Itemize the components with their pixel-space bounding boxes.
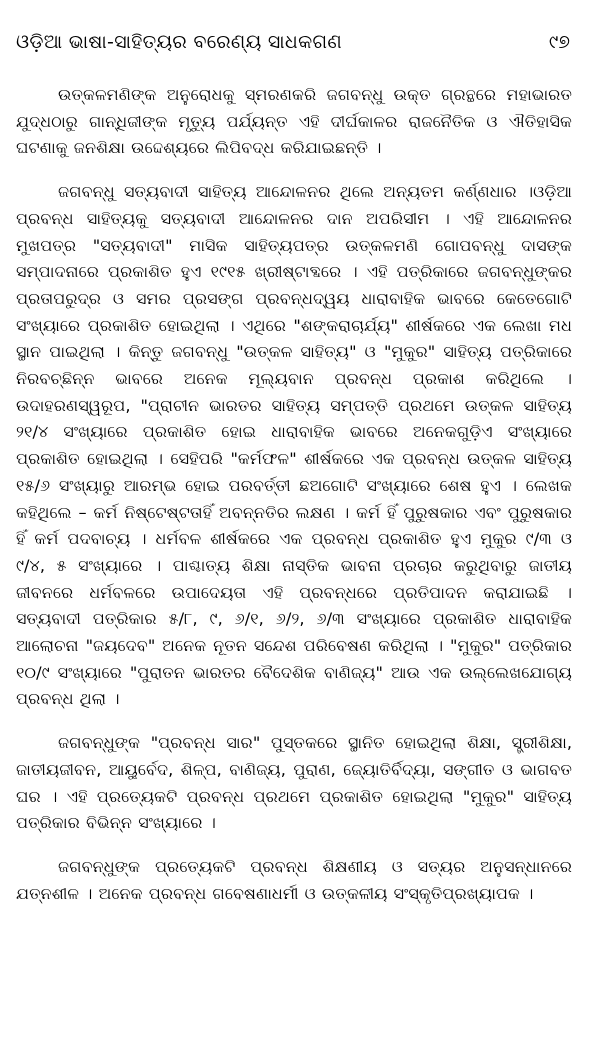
page-number: ୯୭ <box>548 31 570 53</box>
paragraph-1: ଉତ୍କଳମଣିଙ୍କ ଅନୁରୋଧକୁ ସ୍ମରଣକରି ଜଗବନ୍ଧୁ ଉକ୍ତ ଗ୍ରନ୍ଥରେ ମହାଭାରତ ଯୁଦ୍ଧଠାରୁ ଗାନ୍ଧିଜୀଙ୍କ ମୃତ୍ୟୁ ପର୍ଯ୍ୟନ୍ତ ଏହି ଦୀର୍ଘକାଳର ରାଜନୈତିକ ଓ ଐତିହାସିକ ଘଟଣାକୁ ଜନଶିକ୍ଷା ଉଦ୍ଦେଶ୍ୟରେ ଲିପିବଦ୍ଧ କରିଯାଇଛନ୍ତି । <box>16 85 572 158</box>
paragraph-2: ଜଗବନ୍ଧୁ ସତ୍ୟବାଦୀ ସାହିତ୍ୟ ଆନ୍ଦୋଳନର ଥିଲେ ଅନ୍ୟତମ କର୍ଣ୍ଣଧାର ।ଓଡ଼ିଆ ପ୍ରବନ୍ଧ ସାହିତ୍ୟକୁ ସତ୍ୟବାଦୀ ଆନ୍ଦୋଳନର ଦାନ ଅପରିସୀମ । ଏହି ଆନ୍ଦୋଳନର ମୁଖପତ୍ର "ସତ୍ୟବାଦୀ" ମାସିକ ସାହିତ୍ୟପତ୍ର ଉତ୍କଳମଣି ଗୋପବନ୍ଧୁ ଦାସଙ୍କ ସମ୍ପାଦନାରେ ପ୍ରକାଶିତ ହୁଏ ୧୯୧୫ ଖ୍ରୀଷ୍ଟାବ୍ଦରେ । ଏହି ପତ୍ରିକାରେ ଜଗବନ୍ଧୁଙ୍କର ପ୍ରତାପରୁଦ୍ର ଓ ସମର ପ୍ରସଙ୍ଗ ପ୍ରବନ୍ଧଦ୍ୱୟ ଧାରାବାହିକ ଭାବରେ କେତେଗୋଟି ସଂଖ୍ୟାରେ ପ୍ରକାଶିତ ହୋଇଥିଲା । ଏଥିରେ "ଶଙ୍କରାଚାର୍ଯ୍ୟ" ଶୀର୍ଷକରେ ଏକ ଲେଖା ମଧ ସ୍ଥାନ ପାଇଥିଲା । କିନ୍ତୁ ଜଗବନ୍ଧୁ "ଉତ୍କଳ ସାହିତ୍ୟ" ଓ "ମୁକୁର" ସାହିତ୍ୟ ପତ୍ରିକାରେ ନିରବଚ୍ଛିନ୍ନ ଭାବରେ ଅନେକ ମୂଲ୍ୟବାନ ପ୍ରବନ୍ଧ ପ୍ରକାଶ କରିଥିଲେ । ଉଦାହରଣସ୍ୱରୂପ, "ପ୍ରାଚୀନ ଭାରତର ସାହିତ୍ୟ ସମ୍ପତ୍ତି ପ୍ରଥମେ ଉତ୍କଳ ସାହିତ୍ୟ ୨୧/୪ ସଂଖ୍ୟାରେ ପ୍ରକାଶିତ ହୋଇ ଧାରାବାହିକ ଭାବରେ ଅନେକଗୁଡ଼ିଏ ସଂଖ୍ୟାରେ ପ୍ରକାଶିତ ହୋଇଥିଲା । ସେହିପରି "କର୍ମଫଳ" ଶୀର୍ଷକରେ ଏକ ପ୍ରବନ୍ଧ ଉତ୍କଳ ସାହିତ୍ୟ ୧୫/୬ ସଂଖ୍ୟାରୁ ଆରମ୍ଭ ହୋଇ ପରବର୍ତ୍ତୀ ଛଅଗୋଟି ସଂଖ୍ୟାରେ ଶେଷ ହୁଏ । ଲେଖକ କହିଥିଲେ – କର୍ମ ନିଷ୍ଟେଷ୍ଟତାହିଁ ଅବନ୍ନତିର ଲକ୍ଷଣ । କର୍ମ ହିଁ ପୁରୁଷକାର ଏବଂ ପୁରୁଷକାର ହିଁ କର୍ମ ପଦବାଚ୍ୟ । ଧର୍ମବଳ ଶୀର୍ଷକରେ ଏକ ପ୍ରବନ୍ଧ ପ୍ରକାଶିତ ହୁଏ ମୁକୁର ୯/୩ ଓ ୯/୪, ୫ ସଂଖ୍ୟାରେ । ପାଶ୍ଚାତ୍ୟ ଶିକ୍ଷା ନାସ୍ତିକ ଭାବନା ପ୍ରଚାର କରୁଥିବାରୁ ଜାତୀୟ ଜୀବନରେ ଧର୍ମବଳରେ ଉପାଦେୟତା ଏହି ପ୍ରବନ୍ଧରେ ପ୍ରତିପାଦନ କରାଯାଇଛି । ସତ୍ୟବାଦୀ ପତ୍ରିକାର ୫/୮, ୯, ୬/୧, ୬/୨, ୬/୩ ସଂଖ୍ୟାରେ ପ୍ରକାଶିତ ଧାରାବାହିକ ଆଲୋଚନା "ଜୟଦେବ" ଅନେକ ନୂତନ ସନ୍ଦେଶ ପରିବେଷଣ କରିଥିଲା । "ମୁକୁର" ପତ୍ରିକାର ୧୦/୯ ସଂଖ୍ୟାରେ "ପୁରାତନ ଭାରତର ବୈଦେଶିକ ବାଣିଜ୍ୟ" ଆଉ ଏକ ଉଲ୍ଲେଖଯୋଗ୍ୟ ପ୍ରବନ୍ଧ ଥିଲା । <box>16 182 572 709</box>
running-title: ଓଡ଼ିଆ ଭାଷା-ସାହିତ୍ୟର ବରେଣ୍ୟ ସାଧକଗଣ <box>16 31 342 53</box>
paragraph-3: ଜଗବନ୍ଧୁଙ୍କ "ପ୍ରବନ୍ଧ ସାର" ପୁସ୍ତକରେ ସ୍ଥାନିତ ହୋଇଥିଲା ଶିକ୍ଷା, ସ୍ତ୍ରୀଶିକ୍ଷା, ଜାତୀୟଜୀବନ, ଆୟୁର୍ବେଦ, ଶିଳ୍ପ, ବାଣିଜ୍ୟ, ପୁରାଣ, ଜ୍ୟୋତିର୍ବିଦ୍ୟା, ସଙ୍ଗୀତ ଓ ଭାଗବତ ଘର । ଏହି ପ୍ରତ୍ୟେକଟି ପ୍ରବନ୍ଧ ପ୍ରଥମେ ପ୍ରକାଶିତ ହୋଇଥିଲା "ମୁକୁର" ସାହିତ୍ୟ ପତ୍ରିକାର ବିଭିନ୍ନ ସଂଖ୍ୟାରେ । <box>16 733 572 833</box>
running-header <box>16 30 572 54</box>
paragraph-4: ଜଗବନ୍ଧୁଙ୍କ ପ୍ରତ୍ୟେକଟି ପ୍ରବନ୍ଧ ଶିକ୍ଷଣୀୟ ଓ ସତ୍ୟର ଅନୁସନ୍ଧାନରେ ଯତ୍ନଶୀଳ । ଅନେକ ପ୍ରବନ୍ଧ ଗବେଷଣାଧର୍ମୀ ଓ ଉତ୍କଳୀୟ ସଂସ୍କୃତିପ୍ରଖ୍ୟାପକ । <box>16 856 572 903</box>
